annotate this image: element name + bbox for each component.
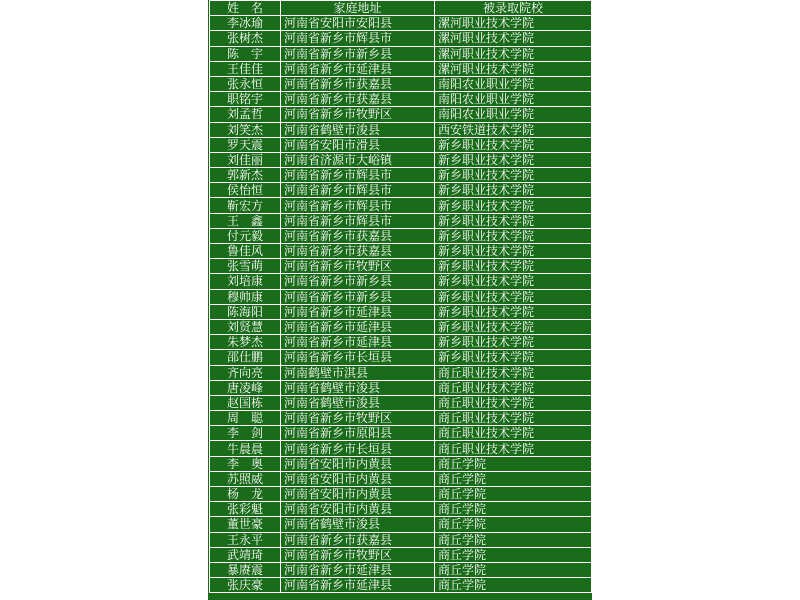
home-address-cell: 河南省新乡市原阳县 — [281, 426, 435, 441]
student-name-cell: 陈 宇 — [210, 46, 281, 61]
table-row — [210, 319, 592, 334]
admitted-school-cell: 商丘职业技术学院 — [435, 395, 592, 410]
admitted-school-cell: 商丘职业技术学院 — [435, 411, 592, 426]
student-name-cell: 刘贤慧 — [210, 319, 281, 334]
admitted-school-cell: 商丘学院 — [435, 532, 592, 547]
table-row — [210, 213, 592, 228]
table-row — [210, 350, 592, 365]
admitted-school-cell: 新乡职业技术学院 — [435, 274, 592, 289]
home-address-cell: 河南省新乡市获嘉县 — [281, 76, 435, 91]
table-row — [210, 426, 592, 441]
table-row — [210, 471, 592, 486]
home-address-cell: 河南省安阳市内黄县 — [281, 487, 435, 502]
home-address-cell: 河南省新乡市新乡县 — [281, 289, 435, 304]
student-name-cell: 张庆豪 — [210, 578, 281, 593]
home-address-cell: 河南省鹤壁市浚县 — [281, 395, 435, 410]
student-name-cell: 刘笑杰 — [210, 122, 281, 137]
student-name-cell: 朱梦杰 — [210, 335, 281, 350]
student-name-cell: 张永恒 — [210, 76, 281, 91]
student-name-cell: 牛晨晨 — [210, 441, 281, 456]
student-name-cell: 苏照威 — [210, 471, 281, 486]
admitted-school-cell: 新乡职业技术学院 — [435, 244, 592, 259]
admitted-school-cell: 新乡职业技术学院 — [435, 168, 592, 183]
table-row — [210, 289, 592, 304]
table-row — [210, 152, 592, 167]
table-row — [210, 61, 592, 76]
home-address-cell: 河南省安阳市滑县 — [281, 137, 435, 152]
header-row — [210, 1, 592, 16]
home-address-cell: 河南鹤壁市淇县 — [281, 365, 435, 380]
admitted-school-cell: 西安铁道技术学院 — [435, 122, 592, 137]
admitted-school-cell: 商丘学院 — [435, 578, 592, 593]
table-row — [210, 517, 592, 532]
table-row — [210, 441, 592, 456]
admitted-school-cell: 商丘职业技术学院 — [435, 380, 592, 395]
home-address-cell: 河南省安阳市安阳县 — [281, 16, 435, 31]
admitted-school-cell: 新乡职业技术学院 — [435, 350, 592, 365]
table-row — [210, 456, 592, 471]
student-name-cell: 唐凌峰 — [210, 380, 281, 395]
admitted-school-cell: 漯河职业技术学院 — [435, 31, 592, 46]
student-name-cell: 张树杰 — [210, 31, 281, 46]
student-name-cell: 张彩魁 — [210, 502, 281, 517]
admitted-school-cell: 新乡职业技术学院 — [435, 319, 592, 334]
student-name-cell: 刘培康 — [210, 274, 281, 289]
table-row — [210, 380, 592, 395]
home-address-cell: 河南省新乡市牧野区 — [281, 411, 435, 426]
admitted-school-cell: 南阳农业职业学院 — [435, 107, 592, 122]
table-row — [210, 335, 592, 350]
header-address: 家庭地址 — [281, 1, 435, 16]
admitted-school-cell: 商丘学院 — [435, 547, 592, 562]
home-address-cell: 河南省新乡市辉县市 — [281, 183, 435, 198]
table-row — [210, 168, 592, 183]
table-row — [210, 547, 592, 562]
student-name-cell: 赵国栋 — [210, 395, 281, 410]
admitted-school-cell: 商丘学院 — [435, 471, 592, 486]
table-row — [210, 578, 592, 593]
student-name-cell: 王永平 — [210, 532, 281, 547]
home-address-cell: 河南省新乡市延津县 — [281, 304, 435, 319]
home-address-cell: 河南省新乡市牧野区 — [281, 259, 435, 274]
student-name-cell: 付元毅 — [210, 228, 281, 243]
student-name-cell: 鲁佳风 — [210, 244, 281, 259]
home-address-cell: 河南省安阳市内黄县 — [281, 471, 435, 486]
home-address-cell: 河南省新乡市牧野区 — [281, 547, 435, 562]
admitted-school-cell: 商丘职业技术学院 — [435, 426, 592, 441]
home-address-cell: 河南省新乡市新乡县 — [281, 46, 435, 61]
student-name-cell: 暴赓震 — [210, 562, 281, 577]
admitted-school-cell: 商丘学院 — [435, 502, 592, 517]
home-address-cell: 河南省新乡市长垣县 — [281, 441, 435, 456]
home-address-cell: 河南省新乡市延津县 — [281, 335, 435, 350]
home-address-cell: 河南省新乡市辉县市 — [281, 168, 435, 183]
student-name-cell: 齐向亮 — [210, 365, 281, 380]
admitted-school-cell: 新乡职业技术学院 — [435, 304, 592, 319]
table-row — [210, 562, 592, 577]
home-address-cell: 河南省鹤壁市浚县 — [281, 122, 435, 137]
table-row — [210, 502, 592, 517]
student-name-cell: 穆帅康 — [210, 289, 281, 304]
home-address-cell: 河南省新乡市辉县市 — [281, 31, 435, 46]
student-name-cell: 陈海阳 — [210, 304, 281, 319]
admitted-school-cell: 商丘职业技术学院 — [435, 365, 592, 380]
table-row — [210, 274, 592, 289]
student-name-cell: 杨 龙 — [210, 487, 281, 502]
admitted-school-cell: 商丘学院 — [435, 517, 592, 532]
admitted-school-cell: 商丘学院 — [435, 562, 592, 577]
header-school: 被录取院校 — [435, 1, 592, 16]
table-row — [210, 16, 592, 31]
table-row — [210, 31, 592, 46]
table-row — [210, 46, 592, 61]
header-name: 姓 名 — [210, 1, 281, 16]
table-row — [210, 122, 592, 137]
home-address-cell: 河南省新乡市辉县市 — [281, 213, 435, 228]
admitted-school-cell: 新乡职业技术学院 — [435, 259, 592, 274]
home-address-cell: 河南省鹤壁市浚县 — [281, 380, 435, 395]
home-address-cell: 河南省新乡市牧野区 — [281, 107, 435, 122]
student-name-cell: 罗天震 — [210, 137, 281, 152]
admitted-school-cell: 商丘学院 — [435, 456, 592, 471]
home-address-cell: 河南省新乡市延津县 — [281, 578, 435, 593]
table-row — [210, 107, 592, 122]
admitted-school-cell: 漯河职业技术学院 — [435, 61, 592, 76]
admitted-school-cell: 漯河职业技术学院 — [435, 16, 592, 31]
home-address-cell: 河南省新乡市新乡县 — [281, 274, 435, 289]
admitted-school-cell: 新乡职业技术学院 — [435, 213, 592, 228]
home-address-cell: 河南省新乡市延津县 — [281, 319, 435, 334]
student-name-cell: 董世豪 — [210, 517, 281, 532]
admitted-school-cell: 商丘学院 — [435, 487, 592, 502]
student-name-cell: 职铭宇 — [210, 92, 281, 107]
admitted-school-cell: 南阳农业职业学院 — [435, 92, 592, 107]
table-row — [210, 365, 592, 380]
student-name-cell: 李 奥 — [210, 456, 281, 471]
table-row — [210, 487, 592, 502]
home-address-cell: 河南省新乡市长垣县 — [281, 350, 435, 365]
table-row — [210, 76, 592, 91]
table-row — [210, 395, 592, 410]
table-row — [210, 304, 592, 319]
table-row — [210, 228, 592, 243]
home-address-cell: 河南省新乡市辉县市 — [281, 198, 435, 213]
student-name-cell: 郭新杰 — [210, 168, 281, 183]
table-row — [210, 411, 592, 426]
student-name-cell: 武靖琦 — [210, 547, 281, 562]
table-row — [210, 183, 592, 198]
home-address-cell: 河南省新乡市获嘉县 — [281, 92, 435, 107]
admitted-school-cell: 南阳农业职业学院 — [435, 76, 592, 91]
home-address-cell: 河南省新乡市延津县 — [281, 562, 435, 577]
student-name-cell: 侯怡恒 — [210, 183, 281, 198]
admitted-school-cell: 商丘职业技术学院 — [435, 441, 592, 456]
student-name-cell: 刘孟哲 — [210, 107, 281, 122]
admission-table — [209, 0, 592, 593]
home-address-cell: 河南省济源市大峪镇 — [281, 152, 435, 167]
admitted-school-cell: 漯河职业技术学院 — [435, 46, 592, 61]
table-row — [210, 137, 592, 152]
student-name-cell: 李 剑 — [210, 426, 281, 441]
admitted-school-cell: 新乡职业技术学院 — [435, 183, 592, 198]
home-address-cell: 河南省鹤壁市浚县 — [281, 517, 435, 532]
student-name-cell: 靳宏方 — [210, 198, 281, 213]
table-row — [210, 532, 592, 547]
student-name-cell: 王 鑫 — [210, 213, 281, 228]
admitted-school-cell: 新乡职业技术学院 — [435, 289, 592, 304]
table-row — [210, 244, 592, 259]
admitted-school-cell: 新乡职业技术学院 — [435, 335, 592, 350]
table-row — [210, 198, 592, 213]
student-name-cell: 李冰瑜 — [210, 16, 281, 31]
student-name-cell: 张雪萌 — [210, 259, 281, 274]
admitted-school-cell: 新乡职业技术学院 — [435, 228, 592, 243]
home-address-cell: 河南省新乡市获嘉县 — [281, 532, 435, 547]
home-address-cell: 河南省新乡市获嘉县 — [281, 244, 435, 259]
student-name-cell: 邵仕鹏 — [210, 350, 281, 365]
student-name-cell: 刘佳丽 — [210, 152, 281, 167]
admitted-school-cell: 新乡职业技术学院 — [435, 152, 592, 167]
home-address-cell: 河南省安阳市内黄县 — [281, 502, 435, 517]
student-name-cell: 周 聪 — [210, 411, 281, 426]
student-name-cell: 王佳佳 — [210, 61, 281, 76]
home-address-cell: 河南省新乡市获嘉县 — [281, 228, 435, 243]
home-address-cell: 河南省新乡市延津县 — [281, 61, 435, 76]
table-row — [210, 259, 592, 274]
home-address-cell: 河南省安阳市内黄县 — [281, 456, 435, 471]
admitted-school-cell: 新乡职业技术学院 — [435, 137, 592, 152]
admitted-school-cell: 新乡职业技术学院 — [435, 198, 592, 213]
table-row — [210, 92, 592, 107]
admission-board — [208, 0, 592, 600]
